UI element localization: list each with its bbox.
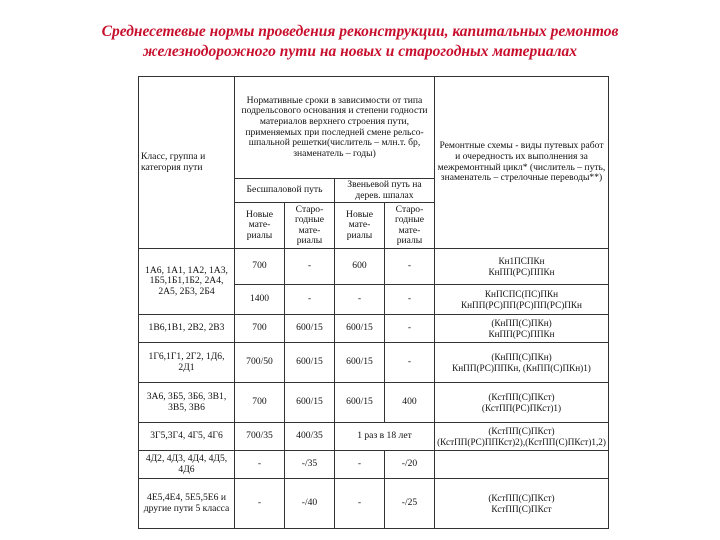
- cell: -: [235, 479, 285, 529]
- cell: -: [335, 479, 385, 529]
- row-class: 1А6, 1А1, 1А2, 1А3, 1Б5,1Б1,1Б2, 2А4, 2А5, 2Б3, 2Б4: [139, 249, 235, 315]
- cell: -: [335, 451, 385, 479]
- scheme-line: КнПП(РС)ПП(РС)ПП(РС)ПКн: [461, 299, 582, 310]
- norms-table: [138, 76, 609, 529]
- slide-title: [0, 22, 720, 62]
- cell: 700/50: [235, 343, 285, 383]
- table-row: [139, 451, 609, 479]
- cell: 600/15: [335, 383, 385, 423]
- header-row-1: [139, 77, 609, 179]
- cell: 600/15: [285, 383, 335, 423]
- cell: 700: [235, 249, 285, 285]
- row-class: 3А6, 3Б5, 3Б6, 3В1, 3В5, 3В6: [139, 383, 235, 423]
- scheme-line: (КстПП(С)ПКст): [488, 493, 555, 504]
- cell: -: [235, 451, 285, 479]
- scheme-line: (КстПП(РС)ПКст)1): [481, 402, 562, 413]
- cell: 700/35: [235, 423, 285, 451]
- scheme-line: (КстПП(С)ПКст): [488, 392, 555, 403]
- norms-table-image: [138, 76, 608, 517]
- cell: -: [385, 315, 435, 343]
- table-row: [139, 423, 609, 451]
- cell: 700: [235, 383, 285, 423]
- scheme-line: КнПП(РС)ППКн: [488, 328, 555, 339]
- schemes-cell: [435, 343, 609, 383]
- cell: 1400: [235, 285, 285, 315]
- header-new-1: Новые мате-риалы: [235, 203, 285, 249]
- title-line-1: Среднесетевые нормы проведения реконструкции, капитальных ремонтов: [101, 23, 619, 40]
- schemes-cell: [435, 423, 609, 451]
- scheme-line: (КстПП(РС)ППКст)2),(КстПП(С)ПКст)1,2): [437, 436, 606, 447]
- cell: 600/15: [335, 343, 385, 383]
- cell: 600/15: [285, 315, 335, 343]
- schemes-cell: [435, 249, 609, 285]
- cell: -: [385, 285, 435, 315]
- cell: 600/15: [285, 343, 335, 383]
- cell: -: [385, 343, 435, 383]
- cell: -/40: [285, 479, 335, 529]
- cell: -/25: [385, 479, 435, 529]
- cell: 1 раз в 18 лет: [335, 423, 435, 451]
- cell: 700: [235, 315, 285, 343]
- cell: -: [285, 249, 335, 285]
- cell: 400: [385, 383, 435, 423]
- header-wood: Звеньевой путь на дерев. шпалах: [335, 179, 435, 203]
- scheme-line: (КнПП(С)ПКн): [491, 318, 552, 329]
- header-old-2: Старо-годные мате-риалы: [385, 203, 435, 249]
- cell: -/20: [385, 451, 435, 479]
- scheme-line: КнПП(РС)ППКн, (КнПП(С)ПКн)1): [452, 362, 591, 373]
- table-row: [139, 383, 609, 423]
- cell: 600: [335, 249, 385, 285]
- header-concrete: Бесшпаловой путь: [235, 179, 335, 203]
- row-class: 4Е5,4Е4, 5Е5,5Е6 и другие пути 5 класса: [139, 479, 235, 529]
- table-row: [139, 249, 609, 285]
- scheme-line: КстПП(С)ПКст: [491, 503, 552, 514]
- header-norms-group: Нормативные сроки в зависимости от типа подрельсового основания и степени годности материалов верхнего строения пути, применяемых при последней смене рельсо-шпальной решетки(числитель – млн.т. бр, знаменатель – годы): [235, 77, 435, 179]
- header-old-1: Старо-годные мате-риалы: [285, 203, 335, 249]
- header-new-2: Новые мате-риалы: [335, 203, 385, 249]
- row-class: 3Г5,3Г4, 4Г5, 4Г6: [139, 423, 235, 451]
- scheme-line: КнПП(РС)ППКн: [488, 266, 555, 277]
- header-class: Класс, группа и категория пути: [139, 77, 235, 249]
- title-line-2: железнодорожного пути на новых и старогодных материалах: [142, 43, 578, 60]
- row-class: 1В6,1В1, 2В2, 2В3: [139, 315, 235, 343]
- table-row: [139, 315, 609, 343]
- row-class: 4Д2, 4Д3, 4Д4, 4Д5, 4Д6: [139, 451, 235, 479]
- schemes-cell: [435, 285, 609, 315]
- schemes-cell: [435, 479, 609, 529]
- cell: -: [335, 285, 385, 315]
- cell: 600/15: [335, 315, 385, 343]
- schemes-cell: [435, 451, 609, 479]
- scheme-line: (КнПП(С)ПКн): [491, 352, 552, 363]
- scheme-line: КнПСПС(ПС)ПКн: [484, 289, 559, 300]
- cell: -/35: [285, 451, 335, 479]
- schemes-cell: [435, 315, 609, 343]
- cell: -: [385, 249, 435, 285]
- header-schemes: Ремонтные схемы - виды путевых работ и очередность их выполнения за межремонтный цикл* (числитель – путь, знаменатель – стрелочные переводы**): [435, 77, 609, 249]
- schemes-cell: [435, 383, 609, 423]
- table-row: [139, 479, 609, 529]
- cell: -: [285, 285, 335, 315]
- scheme-line: (КстПП(С)ПКст): [488, 426, 555, 437]
- table-row: [139, 343, 609, 383]
- cell: 400/35: [285, 423, 335, 451]
- row-class: 1Г6,1Г1, 2Г2, 1Д6, 2Д1: [139, 343, 235, 383]
- scheme-line: Кн1ПСПКн: [498, 256, 545, 267]
